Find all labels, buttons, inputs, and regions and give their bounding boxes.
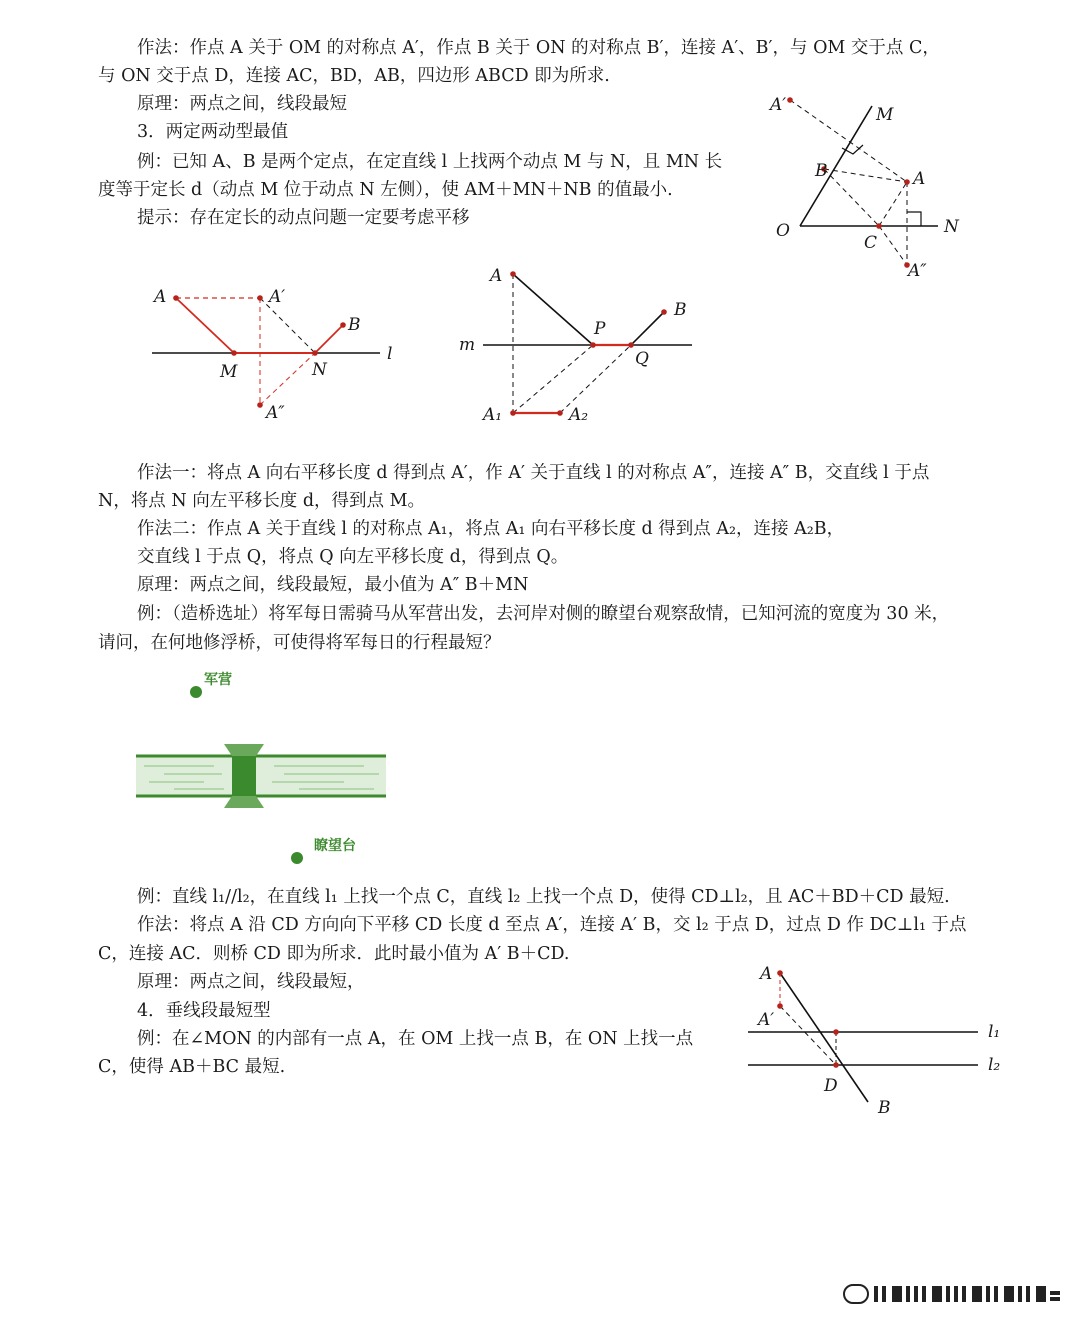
text-line: C，使得 AB＋BC 最短. — [98, 1057, 286, 1077]
label-a-double-prime: A″ — [908, 261, 927, 281]
text-line: 例：直线 l₁//l₂，在直线 l₁ 上找一个点 C，直线 l₂ 上找一个点 D，使得 CD⊥l₂，且 AC＋BD＋CD 最短. — [137, 887, 950, 907]
text-line: 请问，在何地修浮桥，可使得将军每日的行程最短？ — [98, 633, 501, 653]
figure-angle-mon — [760, 90, 990, 290]
label-n: N — [944, 217, 959, 237]
label-d: D — [824, 1076, 838, 1096]
section-heading: 3．两定两动型最值 — [137, 122, 289, 142]
figure-line-m-pq — [455, 260, 705, 430]
text-line: 例：在∠MON 的内部有一点 A，在 OM 上找一点 B，在 ON 上找一点 — [137, 1029, 694, 1049]
label-a: A — [913, 169, 926, 189]
text-line: 作法二：作点 A 关于直线 l 的对称点 A₁，将点 A₁ 向右平移长度 d 得到点 A₂，连接 A₂B， — [137, 519, 845, 539]
label-a-prime: A′ — [758, 1010, 775, 1030]
text-line: C，连接 AC．则桥 CD 即为所求．此时最小值为 A′ B＋CD. — [98, 944, 570, 964]
label-q: Q — [635, 349, 649, 369]
label-a: A — [490, 266, 503, 286]
text-line: 交直线 l 于点 Q，将点 Q 向左平移长度 d，得到点 Q。 — [137, 547, 569, 567]
label-m: M — [876, 105, 894, 125]
text-line: 提示：存在定长的动点问题一定要考虑平移 — [137, 208, 470, 228]
label-a: A — [154, 287, 167, 307]
label-a-prime: A′ — [269, 287, 286, 307]
label-a-double-prime: A″ — [266, 403, 285, 423]
label-p: P — [594, 319, 606, 339]
label-b: B — [878, 1098, 891, 1118]
label-a: A — [760, 964, 773, 984]
text-line: 作法：将点 A 沿 CD 方向向下平移 CD 长度 d 至点 A′，连接 A′ B，交 l₂ 于点 D，过点 D 作 DC⊥l₁ 于点 — [137, 915, 967, 935]
watermark-logo — [844, 1283, 1060, 1305]
text-line: 原理：两点之间，线段最短， — [137, 972, 365, 992]
label-a1: A₁ — [483, 405, 503, 425]
figure-river-bridge — [134, 660, 394, 875]
label-tower: 瞭望台 — [314, 838, 356, 854]
label-l2: l₂ — [988, 1055, 1001, 1075]
label-n: N — [312, 360, 327, 380]
text-line: 度等于定长 d（动点 M 位于动点 N 左侧），使 AM＋MN＋NB 的值最小. — [98, 180, 673, 200]
figure-line-l-mn — [150, 280, 410, 430]
section-heading: 4．垂线段最短型 — [137, 1001, 271, 1021]
text-line: 例：（造桥选址）将军每日需骑马从军营出发，去河岸对侧的瞭望台观察敌情，已知河流的宽度为 30 米， — [137, 604, 950, 624]
text-line: 原理：两点之间，线段最短 — [137, 94, 347, 114]
text-line: 与 ON 交于点 D，连接 AC，BD，AB，四边形 ABCD 即为所求. — [98, 66, 610, 86]
figure-parallel-lines — [740, 955, 1040, 1120]
label-camp: 军营 — [204, 672, 232, 688]
label-l: l — [387, 344, 393, 364]
label-b: B — [674, 300, 687, 320]
label-l1: l₁ — [988, 1022, 1001, 1042]
text-line: 作法一：将点 A 向右平移长度 d 得到点 A′，作 A′ 关于直线 l 的对称点 A″，连接 A″ B，交直线 l 于点 — [137, 463, 930, 483]
label-m: m — [459, 335, 476, 355]
label-a2: A₂ — [569, 405, 589, 425]
label-a-prime: A′ — [770, 95, 787, 115]
text-line: 作法：作点 A 关于 OM 的对称点 A′，作点 B 关于 ON 的对称点 B′，连接 A′、B′，与 OM 交于点 C， — [137, 38, 940, 58]
text-line: 例：已知 A、B 是两个定点，在定直线 l 上找两个动点 M 与 N，且 MN 长 — [137, 152, 723, 172]
label-c: C — [864, 233, 878, 253]
label-b: B — [348, 315, 361, 335]
label-b: B — [815, 161, 828, 181]
text-line: 原理：两点之间，线段最短，最小值为 A″ B＋MN — [137, 575, 529, 595]
text-line: N，将点 N 向左平移长度 d，得到点 M。 — [98, 491, 425, 511]
label-m: M — [220, 362, 238, 382]
label-o: O — [776, 221, 790, 241]
